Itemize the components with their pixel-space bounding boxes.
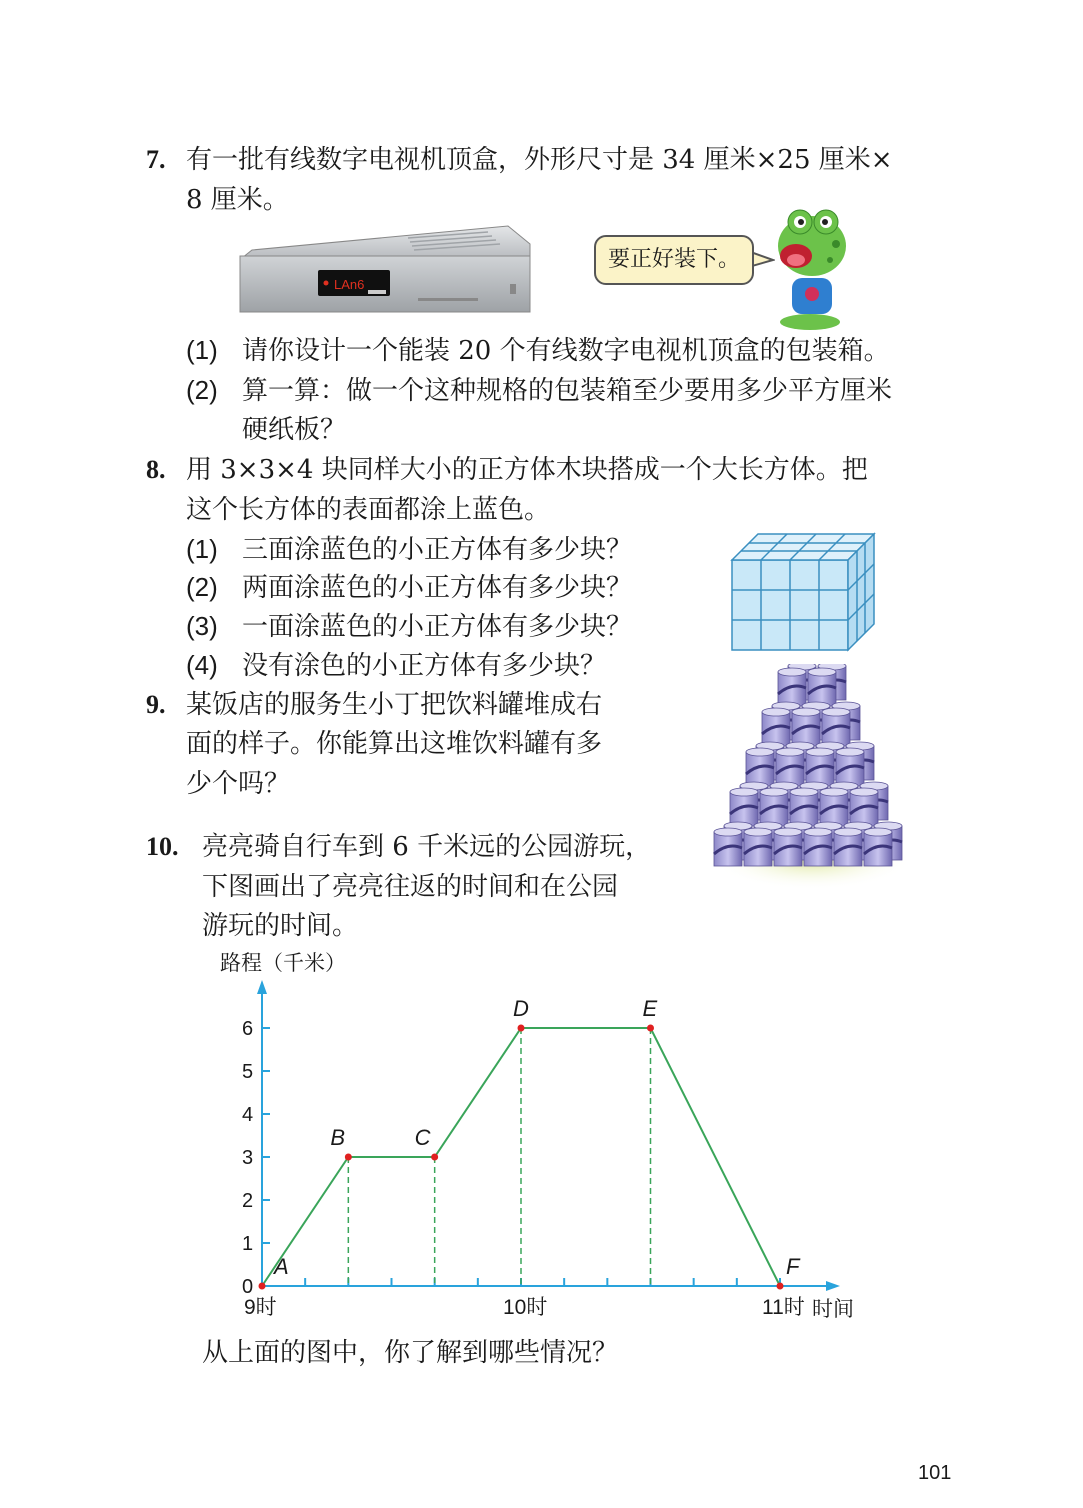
can [744,828,772,866]
q7-sub2 [186,371,892,410]
point-E [647,1025,654,1032]
q8-sub4 [186,646,606,685]
can [822,708,850,746]
point-label-E: E [642,996,658,1021]
y-tick-label: 4 [242,1104,254,1126]
q8-sub1-text: 三面涂蓝色的小正方体有多少块？ [242,535,633,565]
q8-sub4-text: 没有涂色的小正方体有多少块？ [242,651,607,681]
page-number: 101 [918,1462,952,1484]
q10-number: 10. [146,832,179,861]
can [762,708,790,746]
x-tick-label: 10时 [503,1296,548,1319]
point-D [518,1025,525,1032]
q8-sub1 [186,530,632,569]
point-label-A: A [274,1254,289,1279]
can [760,788,788,826]
can [834,828,862,866]
cans-group [714,664,902,866]
q7-sub1-number: (1) [186,335,218,365]
point-label-D: D [513,996,529,1021]
q10-text-line2: 下图画出了亮亮往返的时间和在公园 [202,872,619,902]
can [746,748,774,786]
y-tick-label: 3 [242,1147,254,1169]
can [806,748,834,786]
chart-y-axis-label: 路程（千米） [220,952,346,975]
can [778,668,806,706]
can [774,828,802,866]
series-line [262,1028,780,1286]
q8-sub2-number: (2) [186,572,218,602]
q7-sub2-text-line2: 硬纸板？ [242,415,347,445]
q7-text-line2: 8 厘米。 [186,185,289,215]
y-axis-arrow [257,980,267,994]
can [820,788,848,826]
point-C [431,1154,438,1161]
point-label-C: C [414,1125,431,1150]
q8-sub3-number: (3) [186,611,218,641]
stacked-cans-image [700,664,940,934]
y-tick-label: 6 [242,1018,254,1040]
q8-sub3 [186,607,632,646]
q8-sub2-text: 两面涂蓝色的小正方体有多少块？ [242,573,633,603]
point-F [777,1283,784,1290]
y-tick-label: 0 [242,1276,254,1298]
chart-x-axis-label: 时间 [812,1298,854,1321]
q7-sub1-text: 请你设计一个能装 20 个有线数字电视机顶盒的包装箱。 [242,336,890,366]
distance-time-chart [200,944,880,1330]
can [804,828,832,866]
q7-sub2-number: (2) [186,375,218,405]
q9-text-line3: 少个吗？ [186,769,291,799]
q8-sub4-number: (4) [186,650,218,680]
point-B [345,1154,352,1161]
q7-sub1 [186,331,890,370]
can [808,668,836,706]
can [792,708,820,746]
q10-question: 从上面的图中，你了解到哪些情况？ [202,1338,619,1368]
q9-number: 9. [146,690,166,719]
q8-sub3-text: 一面涂蓝色的小正方体有多少块？ [242,612,633,642]
can [730,788,758,826]
speech-bubble: 要正好装下。 [594,235,754,285]
frog-mascot-image [770,204,856,332]
point-label-F: F [786,1254,800,1279]
x-tick-label: 9时 [244,1296,277,1319]
x-tick-label: 11时 [762,1296,805,1319]
q9-text-line1: 某饭店的服务生小丁把饮料罐堆成右 [186,690,603,720]
can [714,828,742,866]
point-label-B: B [330,1125,346,1150]
q7-text-line1: 有一批有线数字电视机顶盒，外形尺寸是 34 厘米×25 厘米× [186,145,893,175]
y-tick-label: 2 [242,1190,254,1212]
q8-text-line2: 这个长方体的表面都涂上蓝色。 [186,495,551,525]
display-text: LAn6 [334,277,365,292]
cuboid-blocks-image [728,530,884,656]
q7-sub2-text: 算一算：做一个这种规格的包装箱至少要用多少平方厘米 [242,376,893,406]
q10-text-line3: 游玩的时间。 [202,911,359,941]
q8-number: 8. [146,455,166,484]
can [864,828,892,866]
point-A [259,1283,266,1290]
q9-text-line2: 面的样子。你能算出这堆饮料罐有多 [186,729,603,759]
can [776,748,804,786]
set-top-box-image [238,222,534,320]
can [836,748,864,786]
can [850,788,878,826]
x-axis-arrow [826,1281,840,1291]
q7-number: 7. [146,145,166,174]
q8-text-line1: 用 3×3×4 块同样大小的正方体木块搭成一个大长方体。把 [186,455,868,485]
y-tick-label: 5 [242,1061,254,1083]
q10-text-line1: 亮亮骑自行车到 6 千米远的公园游玩， [202,832,652,862]
q8-sub1-number: (1) [186,534,218,564]
q8-sub2 [186,568,632,607]
y-tick-label: 1 [242,1233,254,1255]
can [790,788,818,826]
